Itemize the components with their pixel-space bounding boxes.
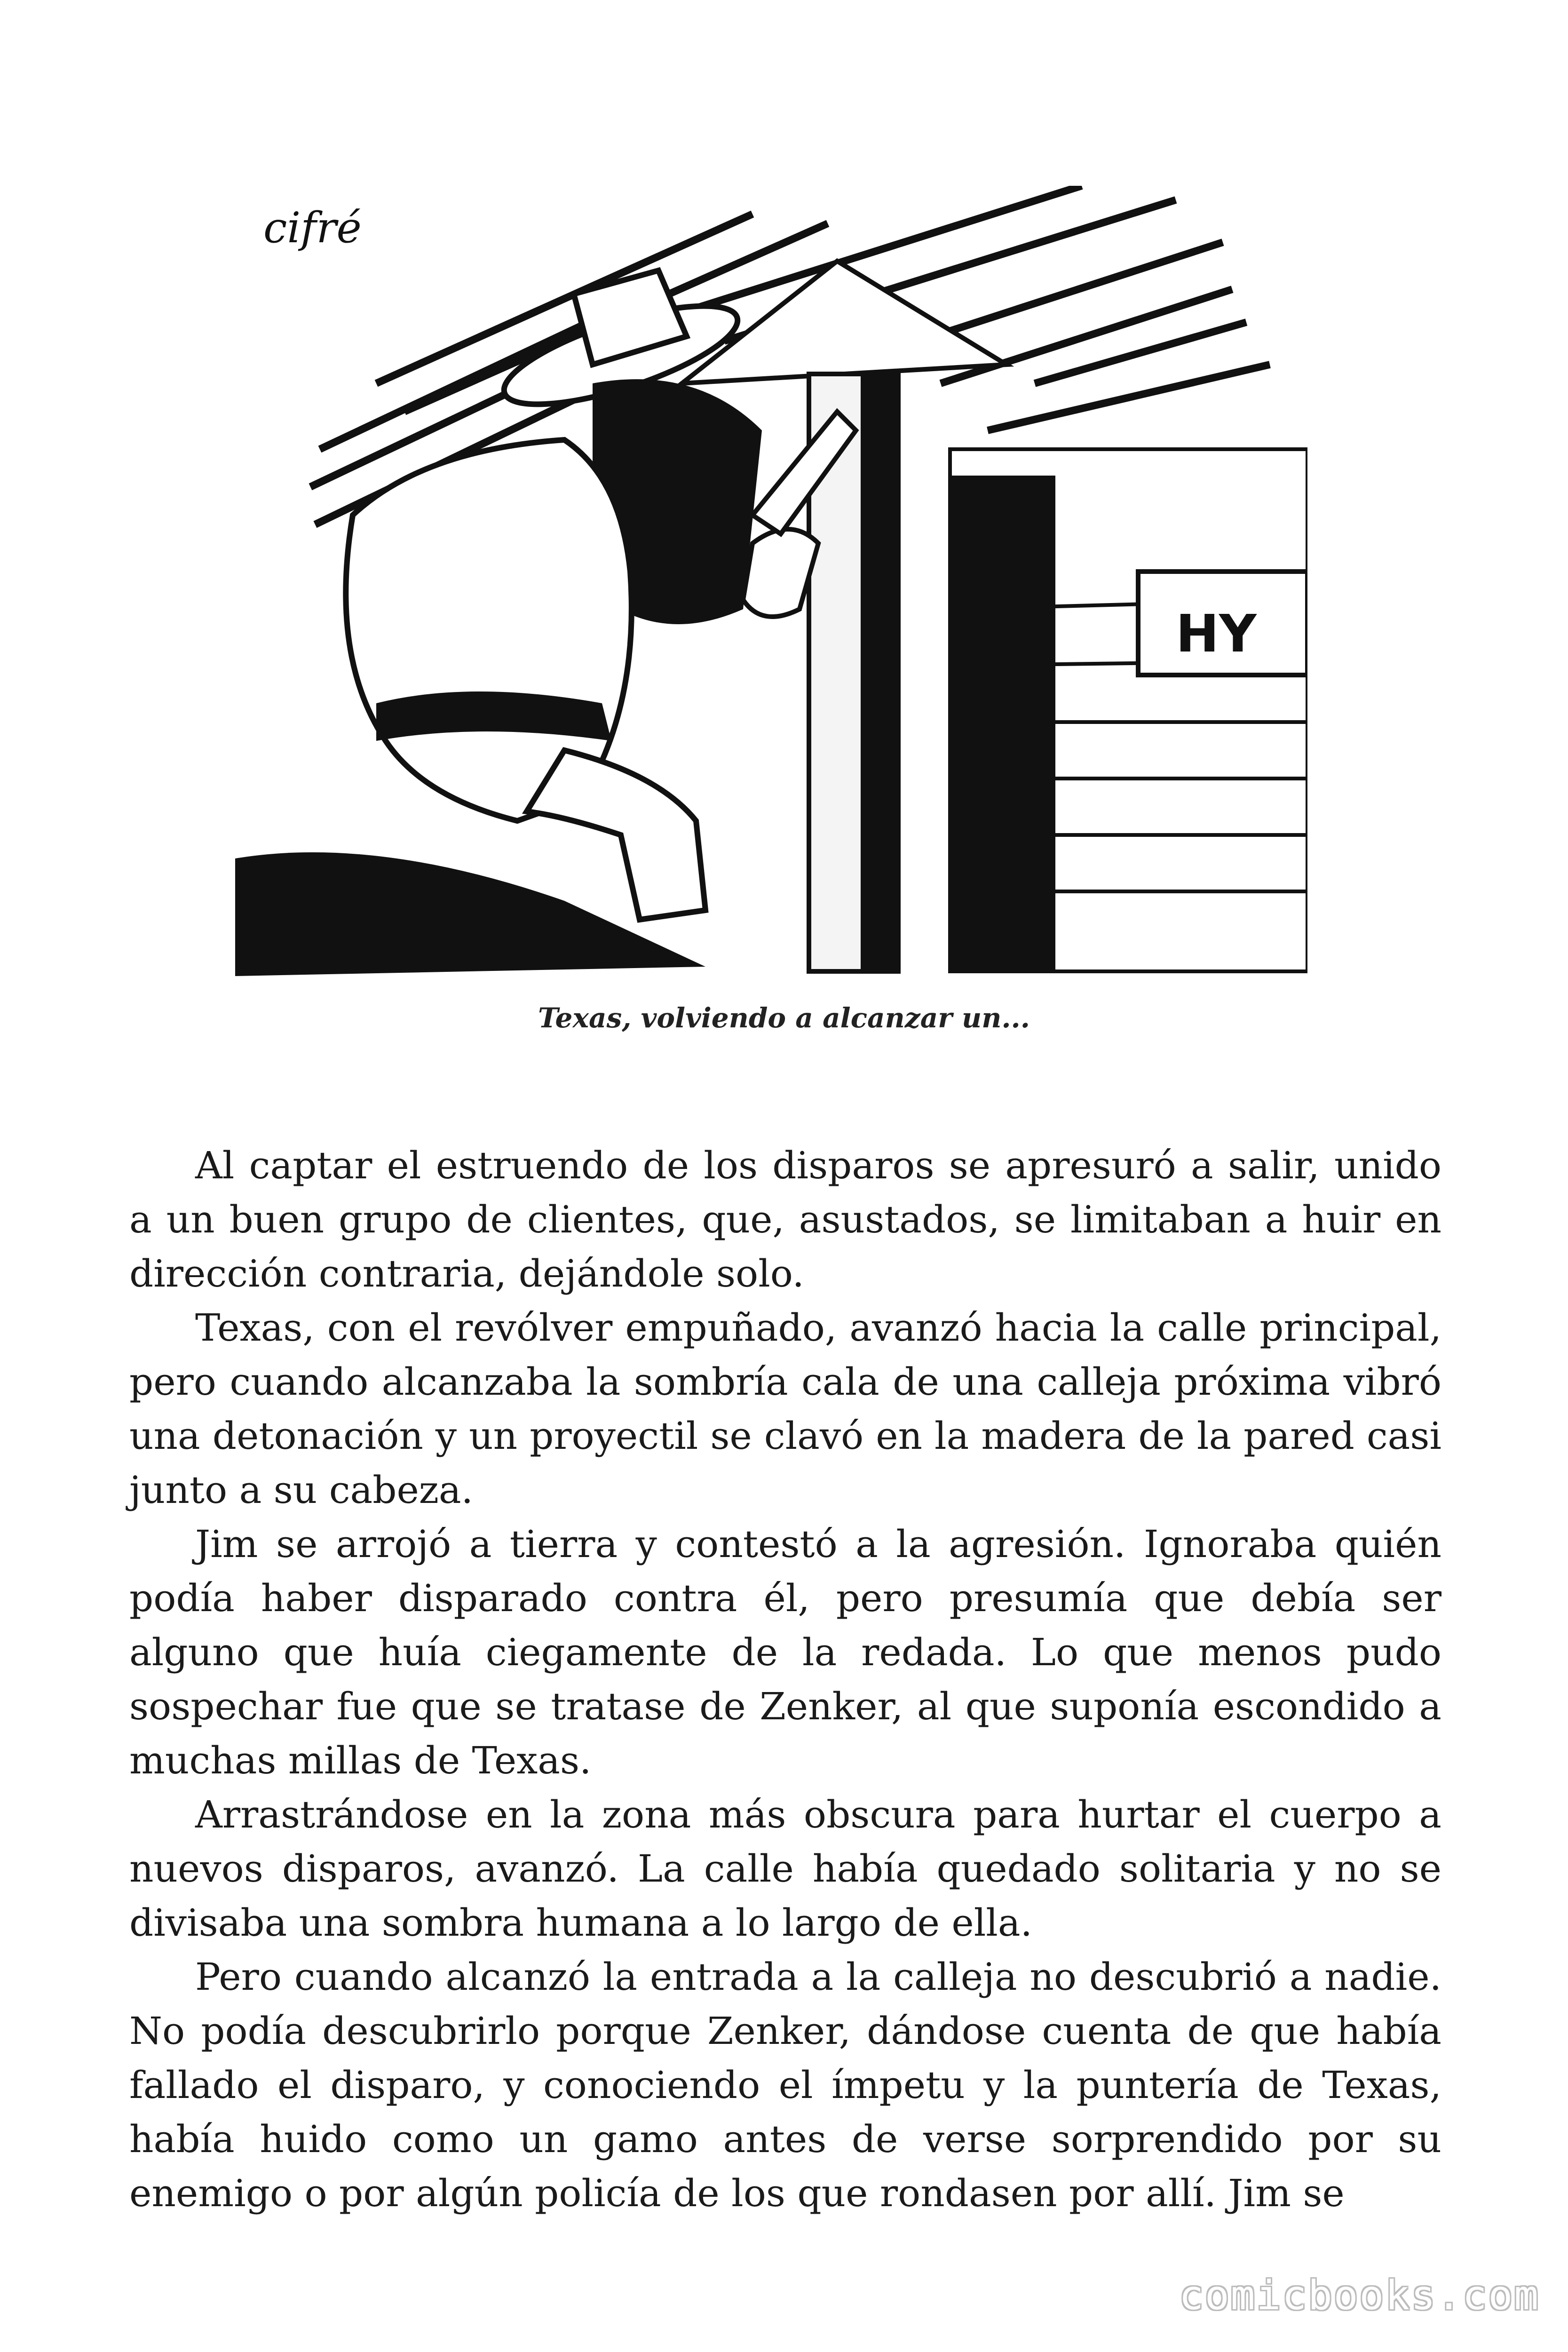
western-illustration <box>235 186 1307 985</box>
body-text <box>129 1138 1441 2220</box>
site-watermark: comicbooks.com <box>1179 2272 1540 2319</box>
sign-text: HY <box>1176 604 1257 664</box>
artist-signature: cifré <box>263 203 362 253</box>
paragraph: Texas, con el revólver empuñado, avanzó hacia la calle principal, pero cuando alcanzaba la sombría cala de una calleja próxima vibró una detonación y un proyectil se clavó en la madera de la pared casi junto a su cabeza. <box>129 1306 1441 1512</box>
paragraph: Arrastrándose en la zona más obscura para hurtar el cuerpo a nuevos disparos, avanzó. La calle había quedado solitaria y no se divisaba una sombra humana a lo largo de ella. <box>129 1793 1441 1945</box>
paragraph: Pero cuando alcanzó la entrada a la calleja no descubrió a nadie. No podía descubrirlo porque Zenker, dándose cuenta de que había fallado el disparo, y conociendo el ímpetu y la puntería de Texas, había huido como un gamo antes de verse sorprendido por su enemigo o por algún policía de los que rondasen por allí. Jim se <box>129 1955 1441 2215</box>
paragraph: Jim se arrojó a tierra y contestó a la agresión. Ignoraba quién podía haber disparado contra él, pero presumía que debía ser alguno que huía ciegamente de la redada. Lo que menos pudo sospechar fue que se tratase de Zenker, al que suponía escondido a muchas millas de Texas. <box>129 1522 1441 1782</box>
building <box>950 449 1307 971</box>
illustration-caption: Texas, volviendo a alcanzar un... <box>538 1002 1030 1034</box>
paragraph: Al captar el estruendo de los disparos se apresuró a salir, unido a un buen grupo de clientes, que, asustados, se limitaban a huir en dirección contraria, dejándole solo. <box>129 1144 1441 1295</box>
illustration-drawing <box>235 186 1307 985</box>
